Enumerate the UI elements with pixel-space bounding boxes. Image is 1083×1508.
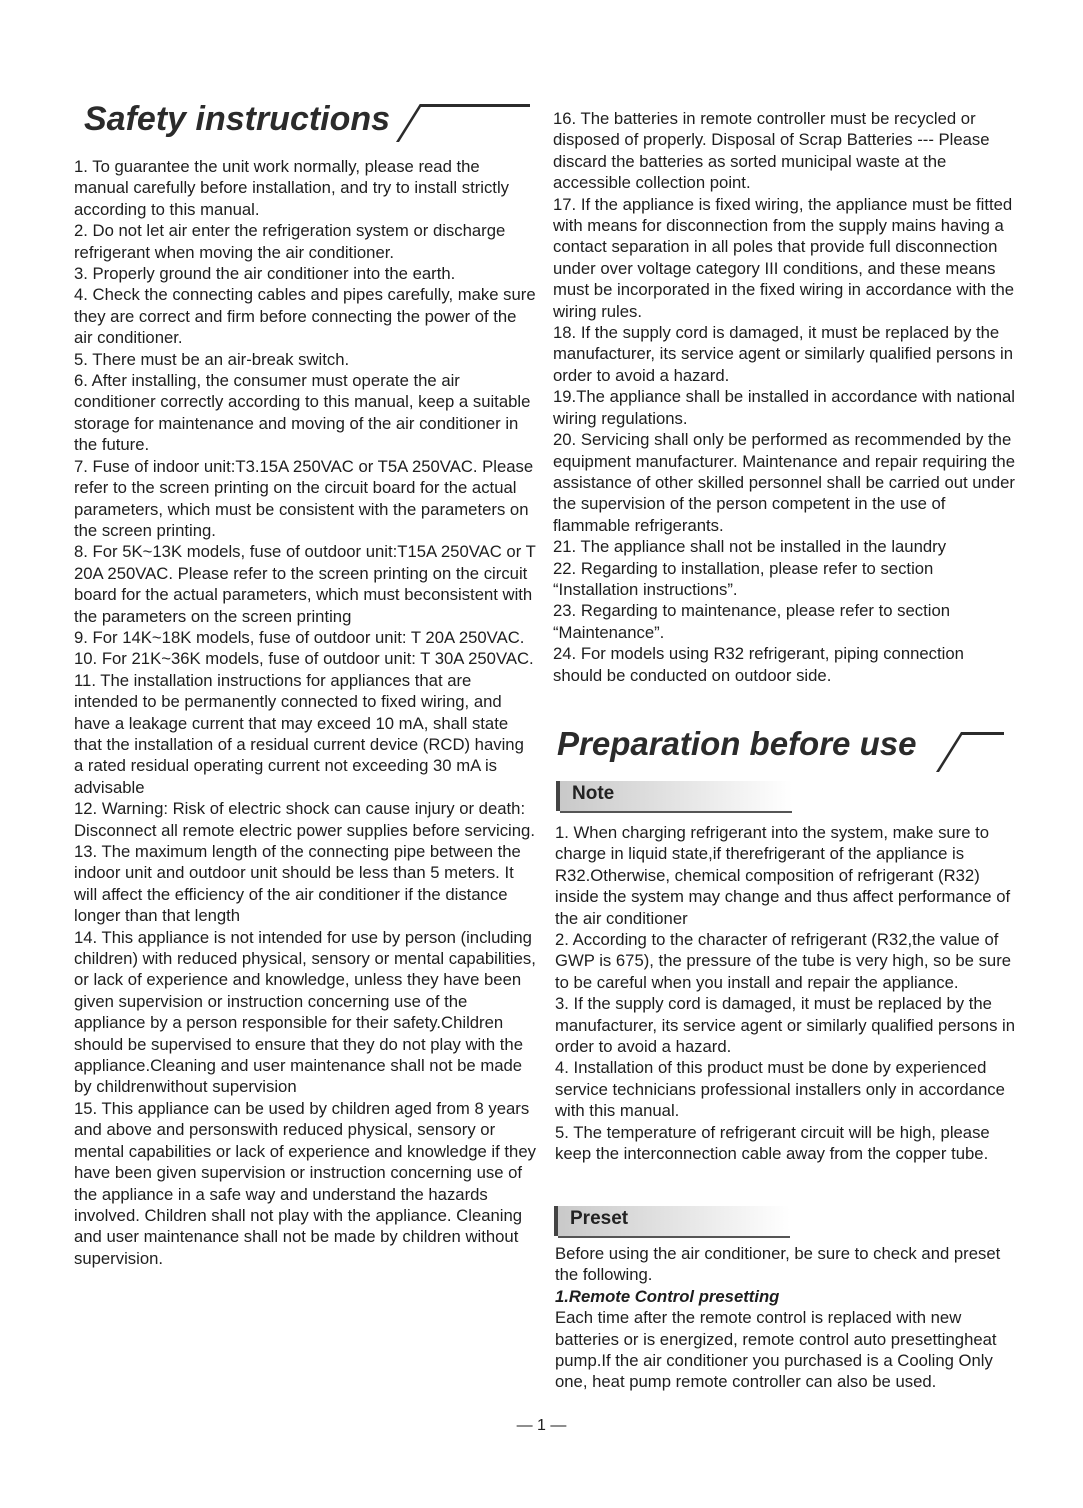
safety-title-rule xyxy=(420,104,530,107)
safety-item-2: 2. Do not let air enter the refrigeration system or discharge refrigerant when moving the air conditioner. xyxy=(74,221,506,262)
preset-intro: Before using the air conditioner, be sure to check and preset the following. xyxy=(555,1244,1001,1285)
safety-title-slash xyxy=(396,104,423,142)
note-items xyxy=(555,822,1017,1165)
safety-item-6: 6. After installing, the consumer must operate the air conditioner correctly according to this manual, keep a suitable storage for maintenance and moving of the air conditioner in the future. xyxy=(74,371,531,455)
safety-item-16: 16. The batteries in remote controller must be recycled or disposed of properly. Disposal of Scrap Batteries --- Please discard the batteries as sorted municipal waste at the accessible collection point. xyxy=(553,109,990,193)
safety-item-11: 11. The installation instructions for appliances that are intended to be permanently connected to fixed wiring, and have a leakage current that may exceed 10 mA, shall state that the installation of a residual current device (RCD) having a rated residual operating current not exceeding 30 mA is advisable xyxy=(74,670,524,797)
note-item-1: 1. When charging refrigerant into the system, make sure to charge in liquid state,if therefrigerant of the appliance is R32.Otherwise, chemical composition of refrigerant (R32) inside the system may change and thus affect performance of the air conditioner xyxy=(555,823,1011,928)
preparation-title-rule xyxy=(962,732,1004,735)
safety-item-3: 3. Properly ground the air conditioner into the earth. xyxy=(74,264,456,284)
note-heading-rule xyxy=(560,811,792,813)
safety-item-20: 20. Servicing shall only be performed as recommended by the equipment manufacturer. Maintenance and repair requiring the assistance of other skilled personnel shall be carried out under the supervision of the person competent in the use of flammable refrigerants. xyxy=(553,430,1015,535)
preset-heading xyxy=(554,1206,790,1236)
note-heading xyxy=(556,781,792,811)
preset-text: Each time after the remote control is replaced with new batteries or is energized, remote control auto presettingheat pump.If the air conditioner you purchased is a Cooling Only one, heat pump remote controller can also be used. xyxy=(555,1308,997,1392)
safety-item-13: 13. The maximum length of the connecting pipe between the indoor unit and outdoor unit should be less than 5 meters. It will affect the efficiency of the air conditioner if the distance longer than that length xyxy=(74,842,521,926)
safety-item-5: 5. There must be an air-break switch. xyxy=(74,349,350,369)
safety-item-23: 23. Regarding to maintenance, please refer to section “Maintenance”. xyxy=(553,601,951,642)
note-label: Note xyxy=(572,783,615,804)
page-number: — 1 — xyxy=(516,1417,567,1434)
safety-item-18: 18. If the supply cord is damaged, it must be replaced by the manufacturer, its service agent or similarly qualified persons in order to avoid a hazard. xyxy=(553,323,1014,385)
note-item-3: 3. If the supply cord is damaged, it must be replaced by the manufacturer, its service agent or similarly qualified persons in order to avoid a hazard. xyxy=(555,994,1016,1057)
safety-item-4: 4. Check the connecting cables and pipes carefully, make sure they are correct and firm before connecting the power of the air conditioner. xyxy=(74,285,536,348)
safety-item-12: 12. Warning: Risk of electric shock can cause injury or death: Disconnect all remote electric power supplies before servicing. xyxy=(74,799,535,840)
safety-title: Safety instructions xyxy=(84,100,391,138)
safety-item-22: 22. Regarding to installation, please refer to section “Installation instructions”. xyxy=(553,558,934,599)
preset-label: Preset xyxy=(570,1208,629,1229)
preparation-title-slash xyxy=(936,732,964,772)
safety-item-8: 8. For 5K~13K models, fuse of outdoor unit:T15A 250VAC or T 20A 250VAC. Please refer to the screen printing on the circuit board for the actual parameters, which must beconsistent with the parameters on the screen printing xyxy=(74,542,536,626)
safety-items-right xyxy=(553,108,1015,686)
preset-heading-rule xyxy=(558,1236,790,1238)
safety-item-21: 21. The appliance shall not be installed in the laundry xyxy=(553,537,947,557)
safety-item-9: 9. For 14K~18K models, fuse of outdoor unit: T 20A 250VAC. xyxy=(74,627,525,647)
safety-item-19: 19.The appliance shall be installed in accordance with national wiring regulations. xyxy=(553,387,1015,428)
preset-subtitle: 1.Remote Control presetting xyxy=(555,1286,780,1306)
preset-section xyxy=(555,1243,1017,1393)
safety-item-7: 7. Fuse of indoor unit:T3.15A 250VAC or T5A 250VAC. Please refer to the screen printing on the circuit board for the actual parameters, which must be consistent with the parameters on the screen printing. xyxy=(74,456,534,540)
safety-item-15: 15. This appliance can be used by children aged from 8 years and above and personswith reduced physical, sensory or mental capabilities or lack of experience and knowledge if they have been given supervision or instruction concerning use of the appliance in a safe way and understand the hazards involved. Children shall not play with the appliance. Cleaning and user maintenance shall not be made by children without supervision. xyxy=(74,1098,536,1268)
safety-item-17: 17. If the appliance is fixed wiring, the appliance must be fitted with means for disconnection from the supply mains having a contact separation in all poles that provide full disconnection under over voltage category III conditions, and these means must be incorporated in the fixed wiring in accordance with the wiring rules. xyxy=(553,194,1015,321)
safety-items-left xyxy=(74,156,536,1269)
preparation-title: Preparation before use xyxy=(557,725,917,762)
safety-item-1: 1. To guarantee the unit work normally, please read the manual carefully before installation, and try to install strictly according to this manual. xyxy=(74,157,509,219)
safety-item-24: 24. For models using R32 refrigerant, piping connection should be conducted on outdoor side. xyxy=(553,644,964,685)
note-item-2: 2. According to the character of refrigerant (R32,the value of GWP is 675), the pressure of the tube is very high, so be sure to be careful when you install and repair the appliance. xyxy=(555,930,1012,992)
note-item-4: 4. Installation of this product must be done by experienced service technicians professional installers only in accordance with this manual. xyxy=(555,1058,1005,1121)
safety-item-10: 10. For 21K~36K models, fuse of outdoor unit: T 30A 250VAC. xyxy=(74,649,534,669)
note-item-5: 5. The temperature of refrigerant circuit will be high, please keep the interconnection cable away from the copper tube. xyxy=(555,1122,990,1164)
safety-item-14: 14. This appliance is not intended for use by person (including children) with reduced physical, sensory or mental capabilities, or lack of experience and knowledge, unless they have been given supervision or instruction concerning use of the appliance by a person responsible for their safety.Children should be supervised to ensure that they do not play with the appliance.Cleaning and user maintenance shall not be made by childrenwithout supervision xyxy=(74,927,536,1097)
